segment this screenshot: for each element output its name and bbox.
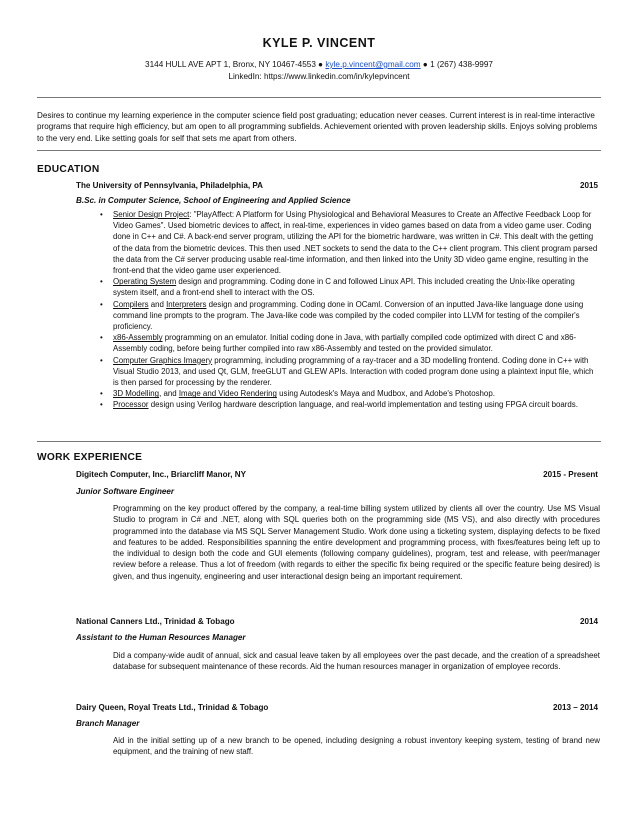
school-year: 2015 (579, 181, 598, 190)
job-row (76, 470, 598, 479)
education-school-row (76, 181, 598, 190)
keyword: Compilers (113, 299, 149, 309)
education-divider (37, 441, 601, 442)
keyword: Operating System (113, 277, 177, 287)
bullet-compilers: • Compilers and Interpreters design and programming. Coding done in OCaml. Conversion of an inputted Java-like language done using command line prompts to the program. The Java-like code was compiled by the coded compiler into LLVM for testing of the compiler's proficiency. (100, 299, 600, 333)
job-company: Dairy Queen, Royal Treats Ltd., Trinidad & Tobago (76, 703, 269, 712)
job-dates: 2014 (579, 617, 598, 626)
contact-block (0, 59, 638, 82)
phone-text: ● 1 (267) 438-9997 (422, 60, 493, 69)
bullet-graphics: • Computer Graphics Imagery programming, including programming of a ray-tracer and a 3D modelling frontend. Coding done in C++ with Visual Studio 2013, and used Qt, GLM, freeGLUT and GLEW APIs. Interaction with coded program done using a plaintext input file, which is then parsed for processing by the renderer. (100, 355, 600, 389)
job-role: Junior Software Engineer (76, 487, 175, 496)
work-heading: WORK EXPERIENCE (37, 452, 143, 463)
job-company: National Canners Ltd., Trinidad & Tobago (76, 617, 235, 626)
school-name: The University of Pennsylvania, Philadelphia, PA (76, 181, 263, 190)
bullet-senior-design: • Senior Design Project: "PlayAffect: A Platform for Using Physiological and Behavioral Measures to Create an Affective Feedback Loop for Video Games". Used biometric devices to affect, in real-time, experiences in video games based on data from a video game user. Coding done in C++ and C#. A back-end server program, utilizing the API for the biometric hardware, was written in C#. This dealt with the getting of the data from the biometric devices. This then used .NET sockets to send the data to the C++ client program. This client program parsed the data from the C# server producing usable real-time information, and then linked into the Unity 3D video game engine, resulting in the front-end that the video game user experienced. (100, 209, 600, 276)
job-dates: 2015 - Present (543, 470, 598, 479)
education-bullets (100, 209, 600, 411)
objective-text: Desires to continue my learning experience in the computer science field post graduating; education never ceases. Current interest is in real-time interactive programs that require high efficiency, but am open to all programming subfields. Achievement oriented with proven leadership skills. Enjoys solving problems to the very end. Like setting goals for self that sets me apart from others. (37, 111, 598, 143)
keyword: Senior Design Project (113, 210, 190, 219)
keyword: 3D Modelling (113, 389, 160, 399)
address-text: 3144 HULL AVE APT 1, Bronx, NY 10467-4553 ● (145, 60, 324, 69)
top-divider (37, 97, 601, 98)
job-row (76, 703, 598, 712)
email-link[interactable]: kyle.p.vincent@gmail.com (325, 60, 421, 69)
job-row (76, 617, 598, 626)
job-description: Programming on the key product offered by the company, a real-time billing system utilized by clients all over the country. Use MS Visual Studio to program in C# and .NET, along with SQL queries both on the programming side (MS VS), and also directly with procedures programmed into the database via MS SQL Server Management Studio. Work done using a ticketing system, displaying defects to be fixed and features to be added. Responsibilities spanning the entire development and programming process, with fixes/features being left up to the individual to design both the code and GUI elements (following company guidelines), program, test and release, with peer/manager review before a release. Thus a lot of freedom (with regards to either the specific fix being required or the specific feature being desired) is given, and thus ingenuity, engineering and user interactional design being an important requirement. (113, 504, 600, 581)
job-company: Digitech Computer, Inc., Briarcliff Manor, NY (76, 470, 246, 479)
linkedin-text: LinkedIn: https://www.linkedin.com/in/kylepvincent (228, 71, 410, 81)
keyword: Interpreters (166, 299, 207, 309)
job-role: Assistant to the Human Resources Manager (76, 633, 246, 642)
keyword: Computer Graphics Imagery (113, 355, 213, 365)
bullet-operating-system: • Operating System design and programming. Coding done in C and followed Linux API. This included creating the Unix-like operating system itself, and a front-end shell to interact with the OS. (100, 276, 600, 298)
degree-title: B.Sc. in Computer Science, School of Engineering and Applied Science (76, 196, 351, 205)
job-description: Did a company-wide audit of annual, sick and casual leave taken by all employees over the past decade, and the creation of a spreadsheet database for subsequent maintenance of these records. Aid the human resources manager in organization of employee records. (113, 651, 600, 672)
job-dates: 2013 – 2014 (552, 703, 598, 712)
keyword: Image and Video Rendering (178, 389, 277, 399)
bullet-processor: • Processor design using Verilog hardware description language, and real-world implementation and testing using FPGA circuit boards. (100, 399, 600, 410)
education-heading: EDUCATION (37, 164, 100, 175)
candidate-name: KYLE P. VINCENT (262, 36, 376, 50)
job-description: Aid in the initial setting up of a new branch to be opened, including designing a robust inventory keeping system, testing of brand new equipment, and the training of new staff. (113, 736, 600, 757)
keyword: Processor (113, 400, 149, 410)
objective-divider (37, 150, 601, 151)
bullet-x86: • x86-Assembly programming on an emulator. Initial coding done in Java, with partially compiled code optimized with direct C and x86-Assembly coding, before being further compiled into raw x86-Assembly and tested on the provided simulator. (100, 332, 600, 354)
bullet-modelling: • 3D Modelling, and Image and Video Rendering using Autodesk's Maya and Mudbox, and Adobe's Photoshop. (100, 388, 600, 399)
job-role: Branch Manager (76, 719, 140, 728)
keyword: x86-Assembly (113, 333, 163, 343)
contact-line (0, 59, 638, 71)
